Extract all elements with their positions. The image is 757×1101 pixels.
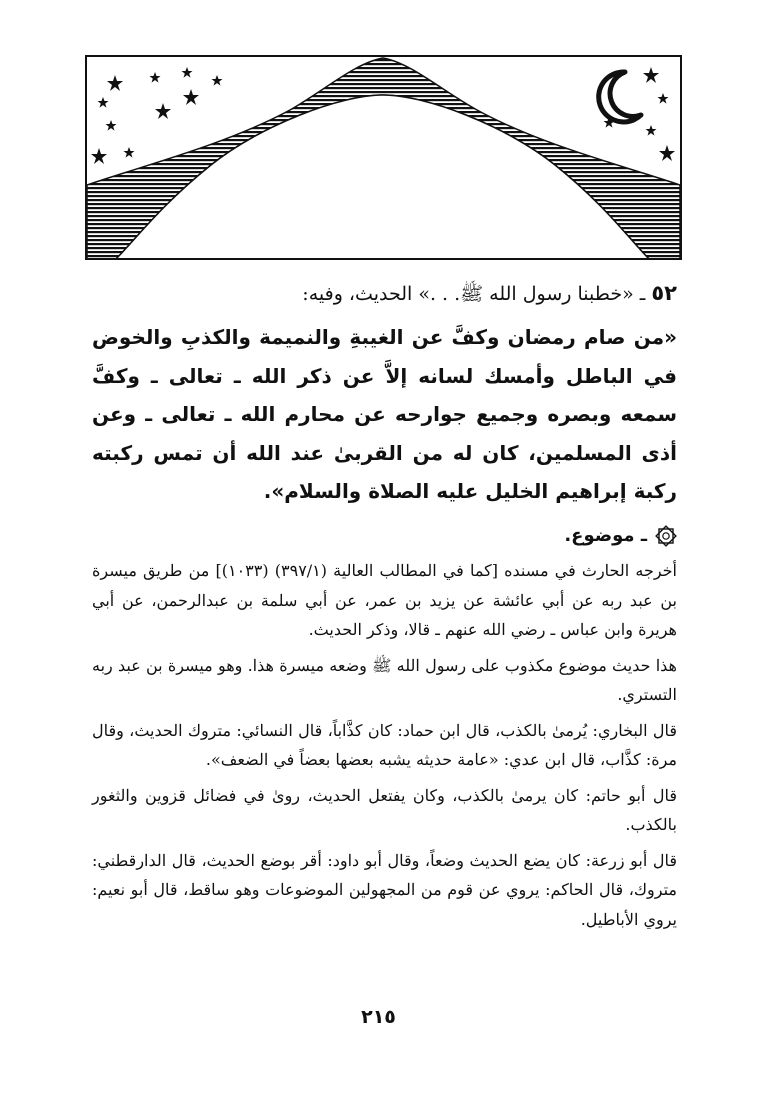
verdict <box>92 522 677 550</box>
hadith-text: «من صام رمضان وكفَّ عن الغيبةِ والنميمة والكذبِ والخوض في الباطل وأمسك لسانه إلاَّ عن ذكر الله ـ تعالى ـ وكفَّ سمعه وبصره وجميع جوارحه عن محارم الله ـ تعالى ـ وعن أذى المسلمين، كان له من القربىٰ عند الله أن تمس ركبته ركبة إبراهيم الخليل عليه الصلاة والسلام». <box>92 325 677 503</box>
commentary <box>92 556 677 940</box>
commentary-paragraph: هذا حديث موضوع مكذوب على رسول الله ﷺ وضعه ميسرة هذا. وهو ميسرة بن عبد ربه التستري. <box>92 655 677 704</box>
page-number: ٢١٥ <box>361 1006 396 1028</box>
hadith-heading-text: ـ «خطبنا رسول الله ﷺ. . .» الحديث، وفيه: <box>302 283 646 305</box>
commentary-paragraph: قال البخاري: يُرمىٰ بالكذب، قال ابن حماد: كان كذَّاباً، قال النسائي: متروك الحديث، وقال مرة: كذَّاب، قال ابن عدي: «عامة حديثه يشبه بعضها بعضاً في الضعف». <box>92 720 677 769</box>
hadith-heading <box>92 278 677 309</box>
commentary-paragraph: قال أبو حاتم: كان يرمىٰ بالكذب، وكان يفتعل الحديث، روىٰ في فضائل قزوين والثغور بالكذب. <box>92 785 677 834</box>
commentary-paragraph: أخرجه الحارث في مسنده [كما في المطالب العالية (٣٩٧/١) (١٠٣٣)] من طريق ميسرة بن عبد ربه عن أبي عائشة عن يزيد بن عمر، عن أبي سلمة بن عبدالرحمن، عن أبي هريرة وابن عباس ـ رضي الله عنهم ـ قالا، وذكر الحديث. <box>92 561 678 639</box>
commentary-paragraph: قال أبو زرعة: كان يضع الحديث وضعاً، وقال أبو داود: أقر بوضع الحديث، قال الدارقطني: متروك، قال الحاكم: يروي عن قوم من المجهولين الموضوعات وهو ساقط، قال أبو نعيم: يروي الأباطيل. <box>92 850 678 929</box>
verdict-label: ـ موضوع. <box>564 525 647 546</box>
octagram-icon <box>655 525 677 547</box>
header-arch-illustration <box>85 55 682 260</box>
hadith-number: ٥٢ <box>651 281 677 305</box>
